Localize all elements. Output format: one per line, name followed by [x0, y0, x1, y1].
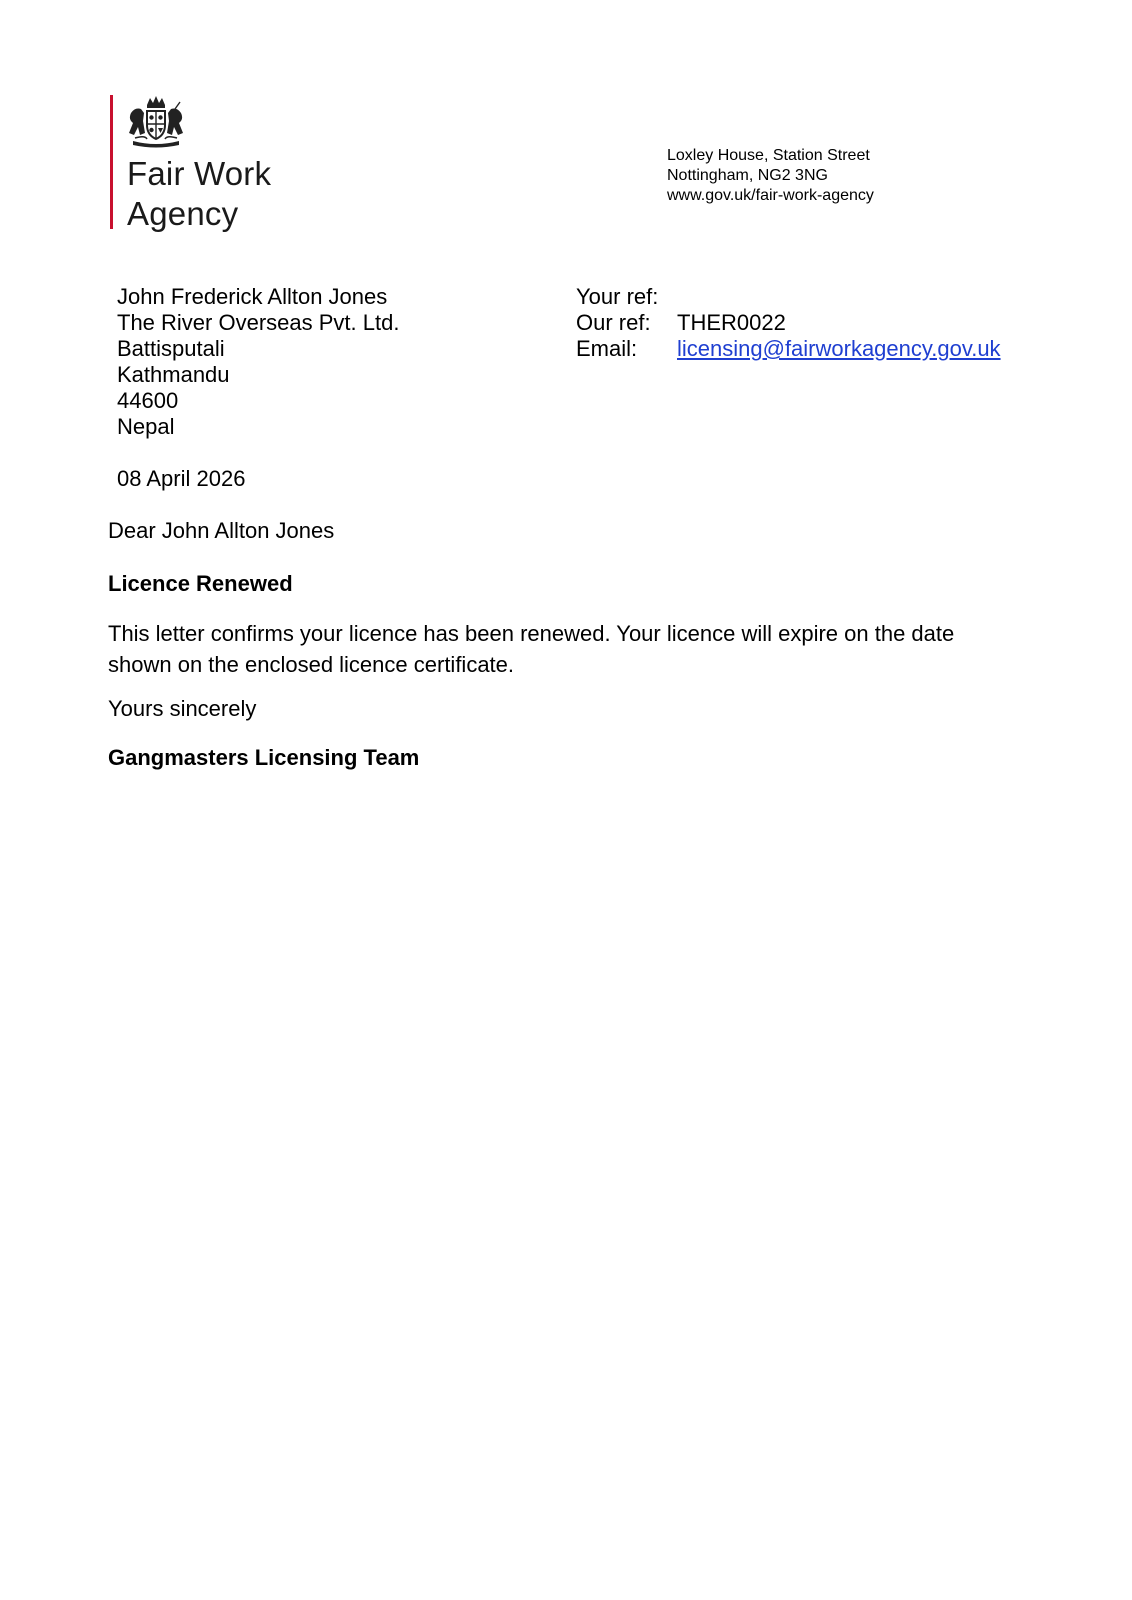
- sender-address: [667, 146, 874, 206]
- recipient-country: Nepal: [117, 414, 175, 439]
- our-ref-label: Our ref:: [576, 310, 651, 335]
- recipient-address: [117, 284, 399, 440]
- letter-date: 08 April 2026: [117, 466, 246, 491]
- sender-address-line: Loxley House, Station Street: [667, 147, 870, 164]
- letter-subject: Licence Renewed: [108, 571, 293, 596]
- logo-red-rule: [110, 95, 113, 229]
- your-ref-label: Your ref:: [576, 284, 659, 309]
- recipient-city: Kathmandu: [117, 362, 230, 387]
- signature-team: Gangmasters Licensing Team: [108, 745, 420, 770]
- logo-text-line-2: Agency: [127, 195, 239, 232]
- email-label: Email:: [576, 336, 638, 361]
- recipient-postcode: 44600: [117, 388, 179, 413]
- salutation: Dear John Allton Jones: [108, 518, 335, 543]
- email-link[interactable]: licensing@fairworkagency.gov.uk: [677, 336, 1001, 361]
- logo-text-line-1: Fair Work: [127, 155, 272, 192]
- agency-logo: [110, 95, 310, 230]
- recipient-area: Battisputali: [117, 336, 225, 361]
- our-ref-value: THER0022: [677, 310, 786, 335]
- royal-coat-of-arms-icon: [125, 95, 187, 149]
- sender-address-line: Nottingham, NG2 3NG: [667, 167, 828, 184]
- recipient-name: John Frederick Allton Jones: [117, 284, 388, 309]
- sign-off: Yours sincerely: [108, 696, 257, 721]
- sender-website: www.gov.uk/fair-work-agency: [667, 187, 874, 204]
- recipient-company: The River Overseas Pvt. Ltd.: [117, 310, 400, 335]
- letter-body: This letter confirms your licence has been renewed. Your licence will expire on the date shown on the enclosed licence certificate.: [108, 621, 955, 677]
